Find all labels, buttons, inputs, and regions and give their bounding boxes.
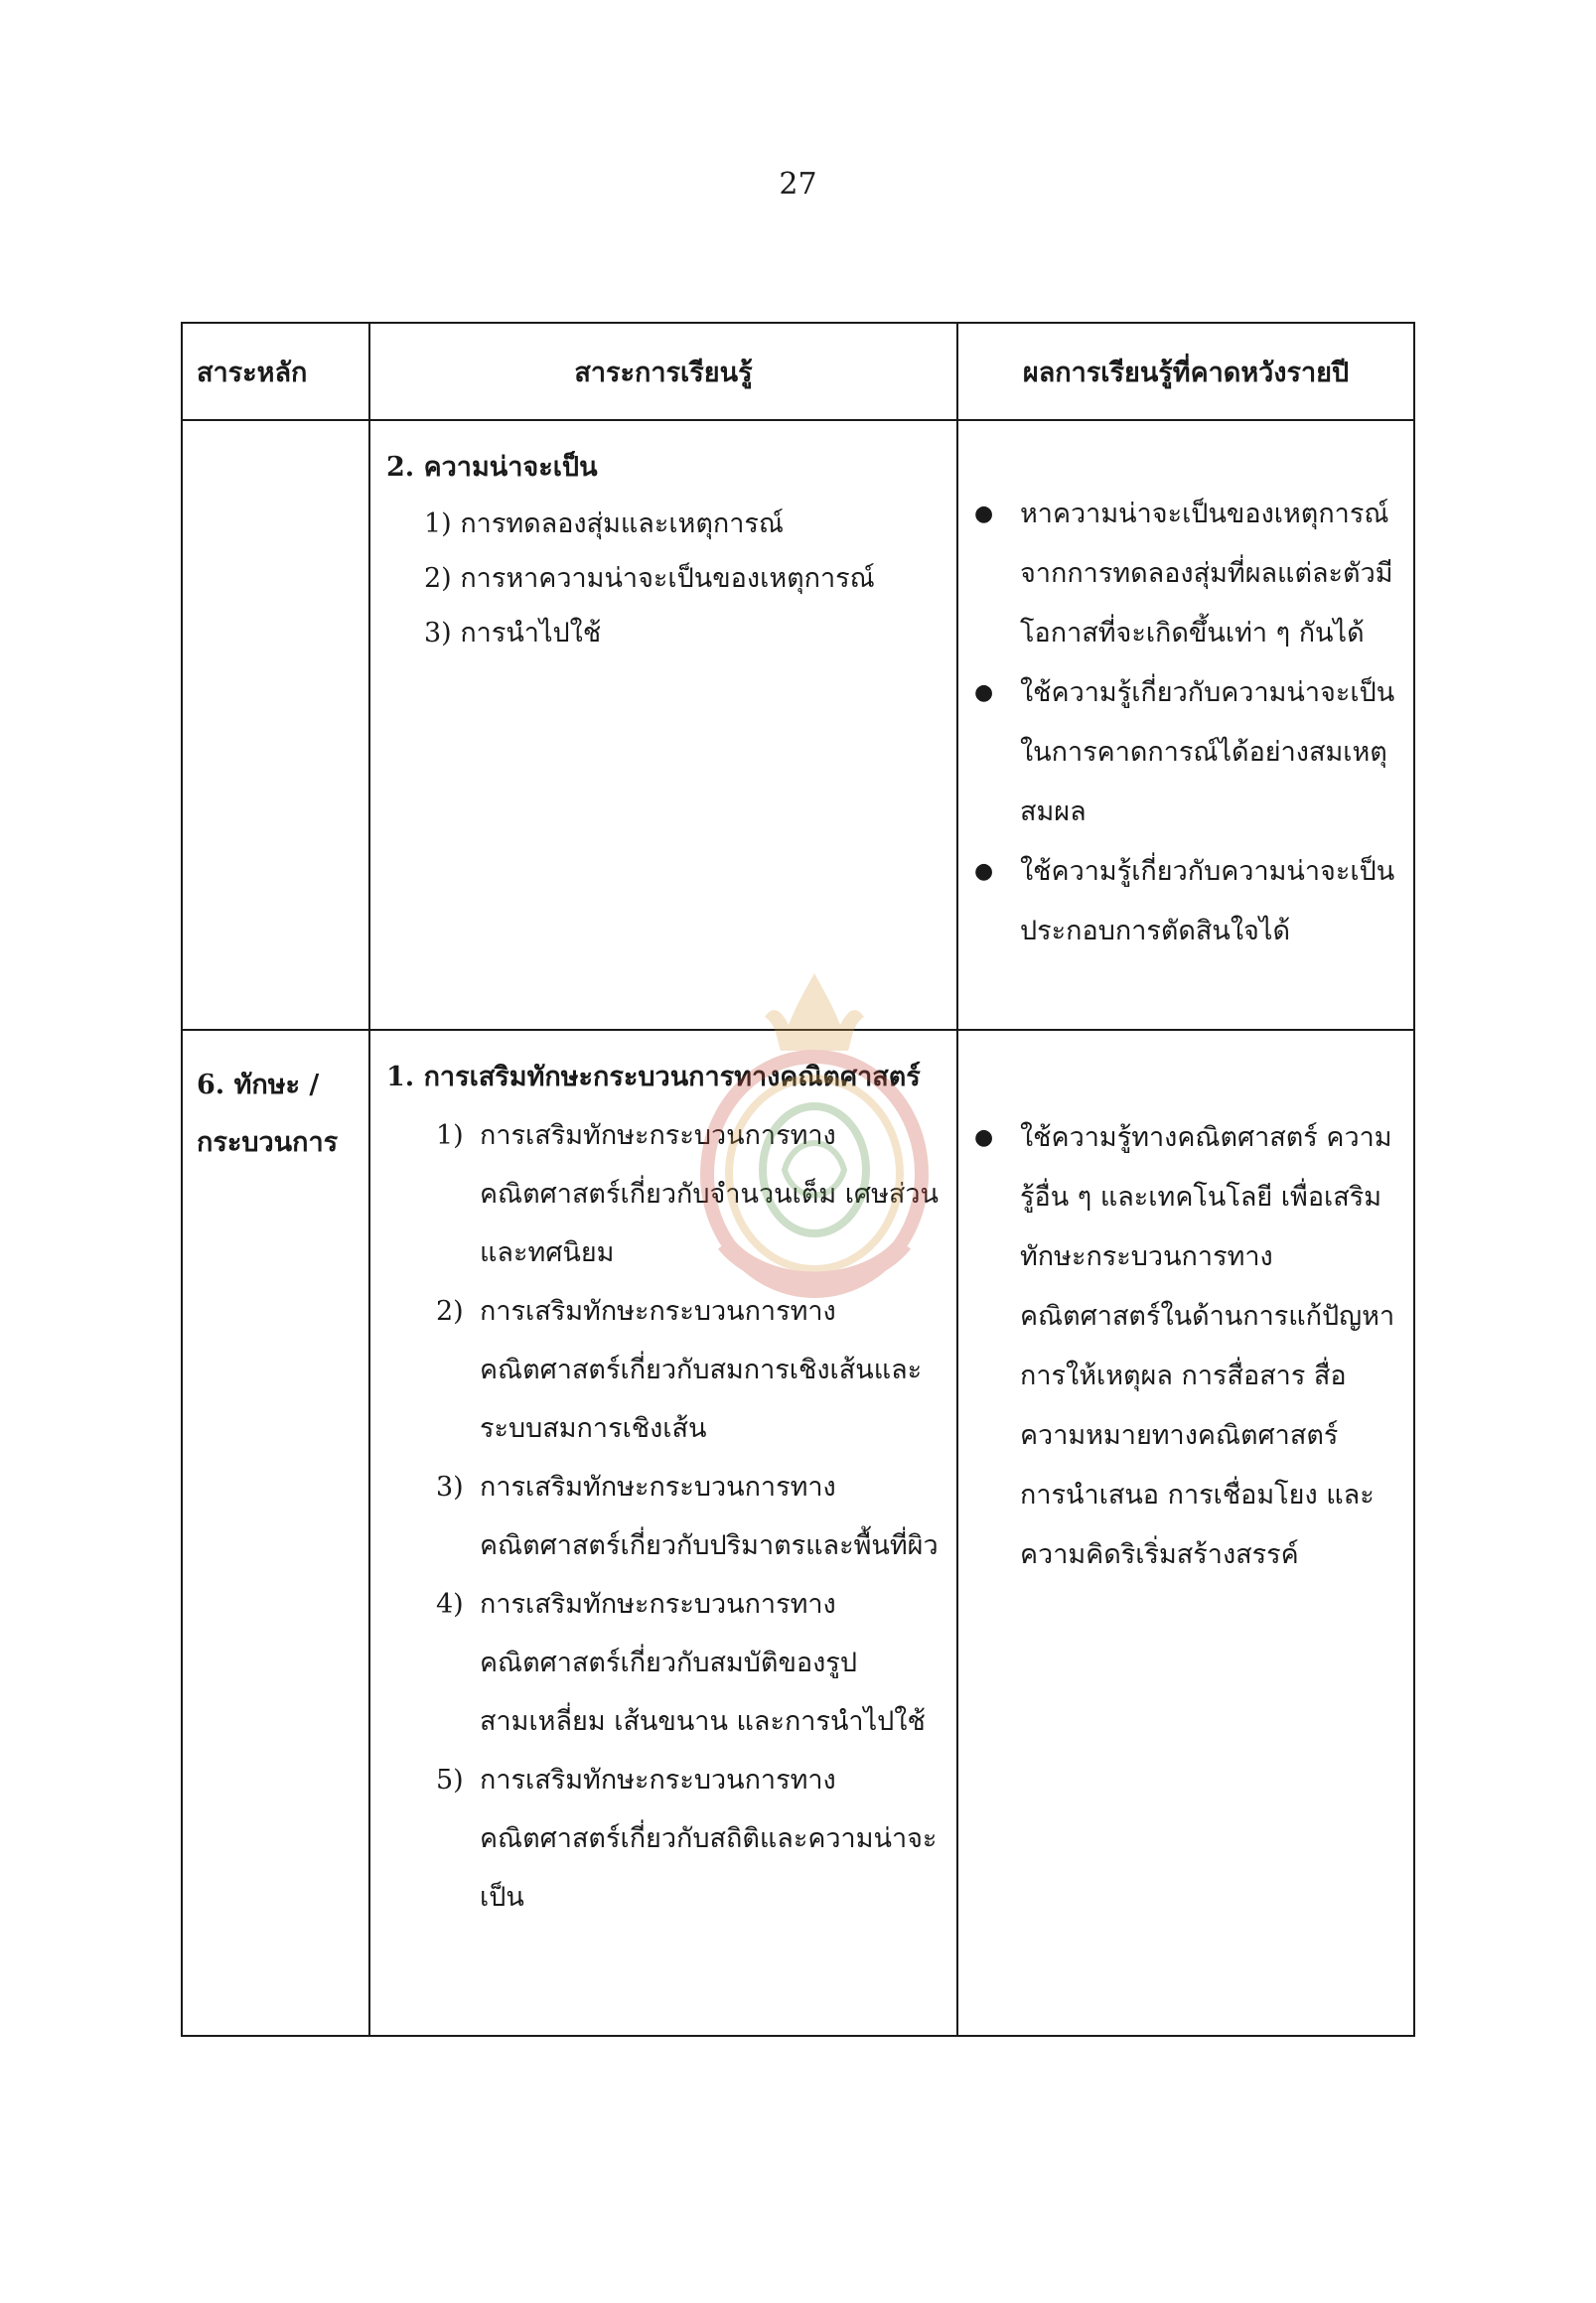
list-item [386, 1282, 946, 1458]
item-number: 3) [436, 1472, 464, 1503]
item-number: 2) [436, 1296, 464, 1327]
outcome-item [970, 663, 1401, 842]
item-number: 4) [436, 1589, 464, 1620]
item-text: การเสริมทักษะกระบวนการทางคณิตศาสตร์เกี่ยวกับปริมาตรและพื้นที่ผิว [480, 1472, 939, 1561]
header-expected-outcomes: ผลการเรียนรู้ที่คาดหวังรายปี [957, 323, 1414, 420]
outcome-text: ใช้ความรู้เกี่ยวกับความน่าจะเป็นประกอบการตัดสินใจได้ [1020, 856, 1395, 946]
outcome-text: ใช้ความรู้ทางคณิตศาสตร์ ความรู้อื่น ๆ และเทคโนโลยี เพื่อเสริมทักษะกระบวนการทางคณิตศาสตร์ในด้านการแก้ปัญหา การให้เหตุผล การสื่อสาร สื่อความหมายทางคณิตศาสตร์ การนำเสนอ การเชื่อมโยง และความคิดริเริ่มสร้างสรรค์ [1020, 1122, 1395, 1570]
item-text: การหาความน่าจะเป็นของเหตุการณ์ [460, 563, 875, 594]
content-heading: 2. ความน่าจะเป็น [386, 452, 598, 483]
item-number: 3) [424, 618, 452, 648]
item-number: 1) [424, 508, 452, 539]
page-number: 27 [779, 167, 817, 202]
table-row [182, 420, 1414, 1030]
list-item [386, 1458, 946, 1575]
item-text: การนำไปใช้ [460, 618, 602, 648]
bullet-icon: ● [974, 680, 994, 705]
item-number: 1) [436, 1120, 464, 1151]
learning-content-cell [369, 420, 957, 1030]
outcome-text: หาความน่าจะเป็นของเหตุการณ์จากการทดลองสุ่มที่ผลแต่ละตัวมีโอกาสที่จะเกิดขึ้นเท่า ๆ กันได้ [1020, 499, 1393, 648]
main-topic-line: 6. ทักษะ / [197, 1070, 320, 1100]
item-number: 5) [436, 1765, 464, 1796]
item-text: การทดลองสุ่มและเหตุการณ์ [460, 508, 784, 539]
item-text: การเสริมทักษะกระบวนการทางคณิตศาสตร์เกี่ยวกับสถิติและความน่าจะเป็น [480, 1765, 938, 1913]
item-text: การเสริมทักษะกระบวนการทางคณิตศาสตร์เกี่ยวกับสมบัติของรูปสามเหลี่ยม เส้นขนาน และการนำไปใช้ [480, 1589, 926, 1737]
main-topic-line: กระบวนการ [197, 1127, 339, 1158]
expected-outcomes-cell [957, 420, 1414, 1030]
bullet-icon: ● [974, 1125, 994, 1150]
outcome-item [970, 485, 1401, 663]
outcome-item [970, 842, 1401, 961]
main-topic-cell [182, 1030, 369, 2036]
item-number: 2) [424, 563, 452, 594]
learning-content-cell [369, 1030, 957, 2036]
list-item [386, 606, 946, 660]
main-topic-cell [182, 420, 369, 1030]
item-text: การเสริมทักษะกระบวนการทางคณิตศาสตร์เกี่ยวกับจำนวนเต็ม เศษส่วน และทศนิยม [480, 1120, 939, 1268]
bullet-icon: ● [974, 859, 994, 884]
header-learning-content: สาระการเรียนรู้ [369, 323, 957, 420]
list-item [386, 497, 946, 551]
list-item [386, 551, 946, 606]
content-heading: 1. การเสริมทักษะกระบวนการทางคณิตศาสตร์ [386, 1062, 921, 1092]
list-item [386, 1575, 946, 1751]
header-main-topic: สาระหลัก [182, 323, 369, 420]
list-item [386, 1106, 946, 1282]
item-text: การเสริมทักษะกระบวนการทางคณิตศาสตร์เกี่ยวกับสมการเชิงเส้นและระบบสมการเชิงเส้น [480, 1296, 923, 1444]
table-header-row [182, 323, 1414, 420]
outcome-item [970, 1108, 1401, 1585]
bullet-icon: ● [974, 502, 994, 526]
curriculum-table [181, 322, 1415, 2037]
outcome-text: ใช้ความรู้เกี่ยวกับความน่าจะเป็นในการคาดการณ์ได้อย่างสมเหตุสมผล [1020, 677, 1395, 827]
list-item [386, 1751, 946, 1927]
expected-outcomes-cell [957, 1030, 1414, 2036]
table-row [182, 1030, 1414, 2036]
